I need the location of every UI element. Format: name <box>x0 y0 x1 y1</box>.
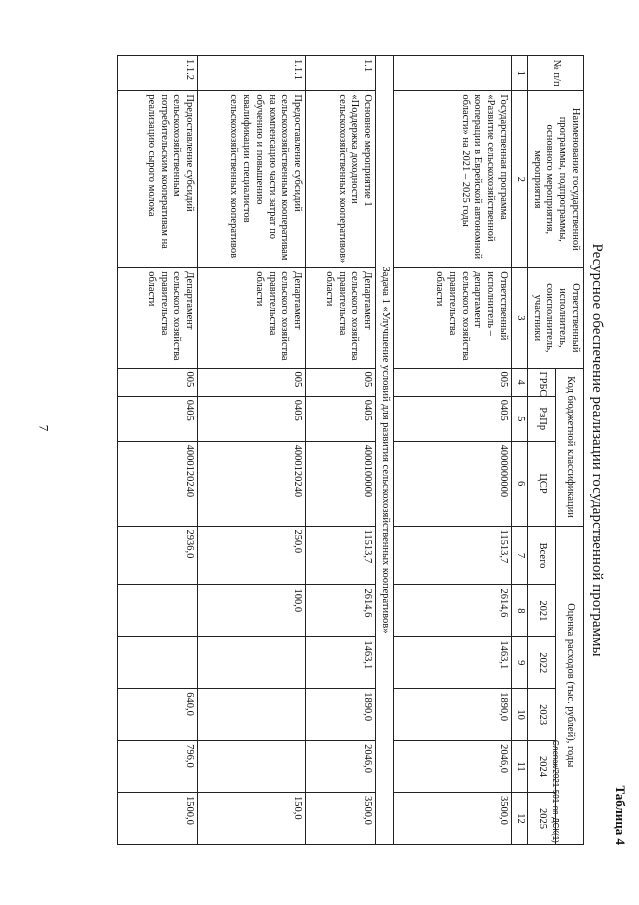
row-csr: 4000100000 <box>306 441 376 526</box>
row-2023 <box>198 689 306 741</box>
row-2024: 2046,0 <box>306 741 376 793</box>
header-cost-group: Оценка расходов (тыс. рублей), годы <box>555 526 583 844</box>
col-number: 11 <box>512 741 528 793</box>
header-row-1 <box>555 56 583 845</box>
row-2025: 3500,0 <box>306 792 376 844</box>
col-number: 4 <box>512 368 528 396</box>
row-grbs: 005 <box>118 368 198 396</box>
row-rzpr: 0405 <box>306 396 376 441</box>
header-code-group: Код бюджетной классификации <box>555 368 583 526</box>
row-2024 <box>198 741 306 793</box>
row-2022 <box>198 637 306 689</box>
row-rzpr: 0405 <box>394 396 512 441</box>
task-row <box>376 56 394 845</box>
row-name: Государственная программа «Развитие сельскохозяйственной кооперации в Еврейской автономной области» на 2021 – 2025 годы <box>394 91 512 268</box>
col-number: 3 <box>512 268 528 368</box>
row-rzpr: 0405 <box>118 396 198 441</box>
row-2021: 100,0 <box>198 585 306 637</box>
row-grbs: 005 <box>394 368 512 396</box>
row-grbs: 005 <box>306 368 376 396</box>
rotated-content <box>100 55 630 845</box>
row-name: Предоставление субсидий сельскохозяйственным потребительским кооперативам на реализацию сырого молока <box>118 91 198 268</box>
row-num <box>394 56 512 91</box>
row-resp: Департамент сельского хозяйства правительства области <box>198 268 306 368</box>
col-number: 6 <box>512 441 528 526</box>
table-row <box>198 56 306 845</box>
header-name: Наименование государственной программы, подпрограммы, основного мероприятия, мероприятия <box>527 91 583 268</box>
footer-code: Слепак/2021-501-пп-ДСК(1) <box>551 740 560 843</box>
header-resp: Ответственный исполнитель, соисполнитель, участники <box>527 268 583 368</box>
header-grbs: ГРБС <box>527 368 555 396</box>
table-row <box>306 56 376 845</box>
row-num: 1.1.2 <box>118 56 198 91</box>
header-2025: 2025 <box>527 792 555 844</box>
row-2024: 796,0 <box>118 741 198 793</box>
row-total: 11513,7 <box>394 526 512 585</box>
col-number: 2 <box>512 91 528 268</box>
header-num: № п/п <box>527 56 583 91</box>
row-num: 1.1.1 <box>198 56 306 91</box>
table-row <box>394 56 512 845</box>
row-2023: 640,0 <box>118 689 198 741</box>
row-grbs: 005 <box>198 368 306 396</box>
row-rzpr: 0405 <box>198 396 306 441</box>
table-row <box>118 56 198 845</box>
row-2023: 1890,0 <box>306 689 376 741</box>
row-total: 2936,0 <box>118 526 198 585</box>
row-2025: 3500,0 <box>394 792 512 844</box>
row-resp: Департамент сельского хозяйства правительства области <box>306 268 376 368</box>
col-number: 8 <box>512 585 528 637</box>
header-csr: ЦСР <box>527 441 555 526</box>
column-numbers-row <box>512 56 528 845</box>
col-number: 12 <box>512 792 528 844</box>
row-2025: 150,0 <box>198 792 306 844</box>
header-2021: 2021 <box>527 585 555 637</box>
row-csr: 4000120240 <box>118 441 198 526</box>
task-title: Задача 1 «Улучшение условий для развития сельскохозяйственных кооперативов» <box>376 56 394 845</box>
col-number: 7 <box>512 526 528 585</box>
page-number: 7 <box>36 424 52 432</box>
col-number: 1 <box>512 56 528 91</box>
row-name: Предоставление субсидий сельскохозяйственным кооперативам на компенсацию части затрат по обучению и повышению квалификации специалистов сельскохозяйственных кооперативов <box>198 91 306 268</box>
table-title: Ресурсное обеспечение реализации государственной программы <box>589 243 605 657</box>
row-resp: Департамент сельского хозяйства правительства области <box>118 268 198 368</box>
row-2025: 1500,0 <box>118 792 198 844</box>
row-total: 250,0 <box>198 526 306 585</box>
row-2022 <box>118 637 198 689</box>
row-2021: 2614,6 <box>394 585 512 637</box>
row-2023: 1890,0 <box>394 689 512 741</box>
header-total: Всего <box>527 526 555 585</box>
row-name: Основное мероприятие 1 «Поддержка доходности сельскохозяйственных кооперативов» <box>306 91 376 268</box>
header-rzpr: РзПр <box>527 396 555 441</box>
row-2021 <box>118 585 198 637</box>
col-number: 9 <box>512 637 528 689</box>
row-csr: 4000120240 <box>198 441 306 526</box>
table-label: Таблица 4 <box>613 785 628 845</box>
row-2022: 1463,1 <box>306 637 376 689</box>
row-num: 1.1 <box>306 56 376 91</box>
header-2023: 2023 <box>527 689 555 741</box>
header-2022: 2022 <box>527 637 555 689</box>
row-2021: 2614,6 <box>306 585 376 637</box>
row-2022: 1463,1 <box>394 637 512 689</box>
row-2024: 2046,0 <box>394 741 512 793</box>
col-number: 10 <box>512 689 528 741</box>
col-number: 5 <box>512 396 528 441</box>
resource-table <box>117 55 584 845</box>
row-csr: 4000000000 <box>394 441 512 526</box>
header-2024: 2024 <box>527 741 555 793</box>
row-total: 11513,7 <box>306 526 376 585</box>
row-resp: Ответственный исполнитель – департамент сельского хозяйства правительства области <box>394 268 512 368</box>
